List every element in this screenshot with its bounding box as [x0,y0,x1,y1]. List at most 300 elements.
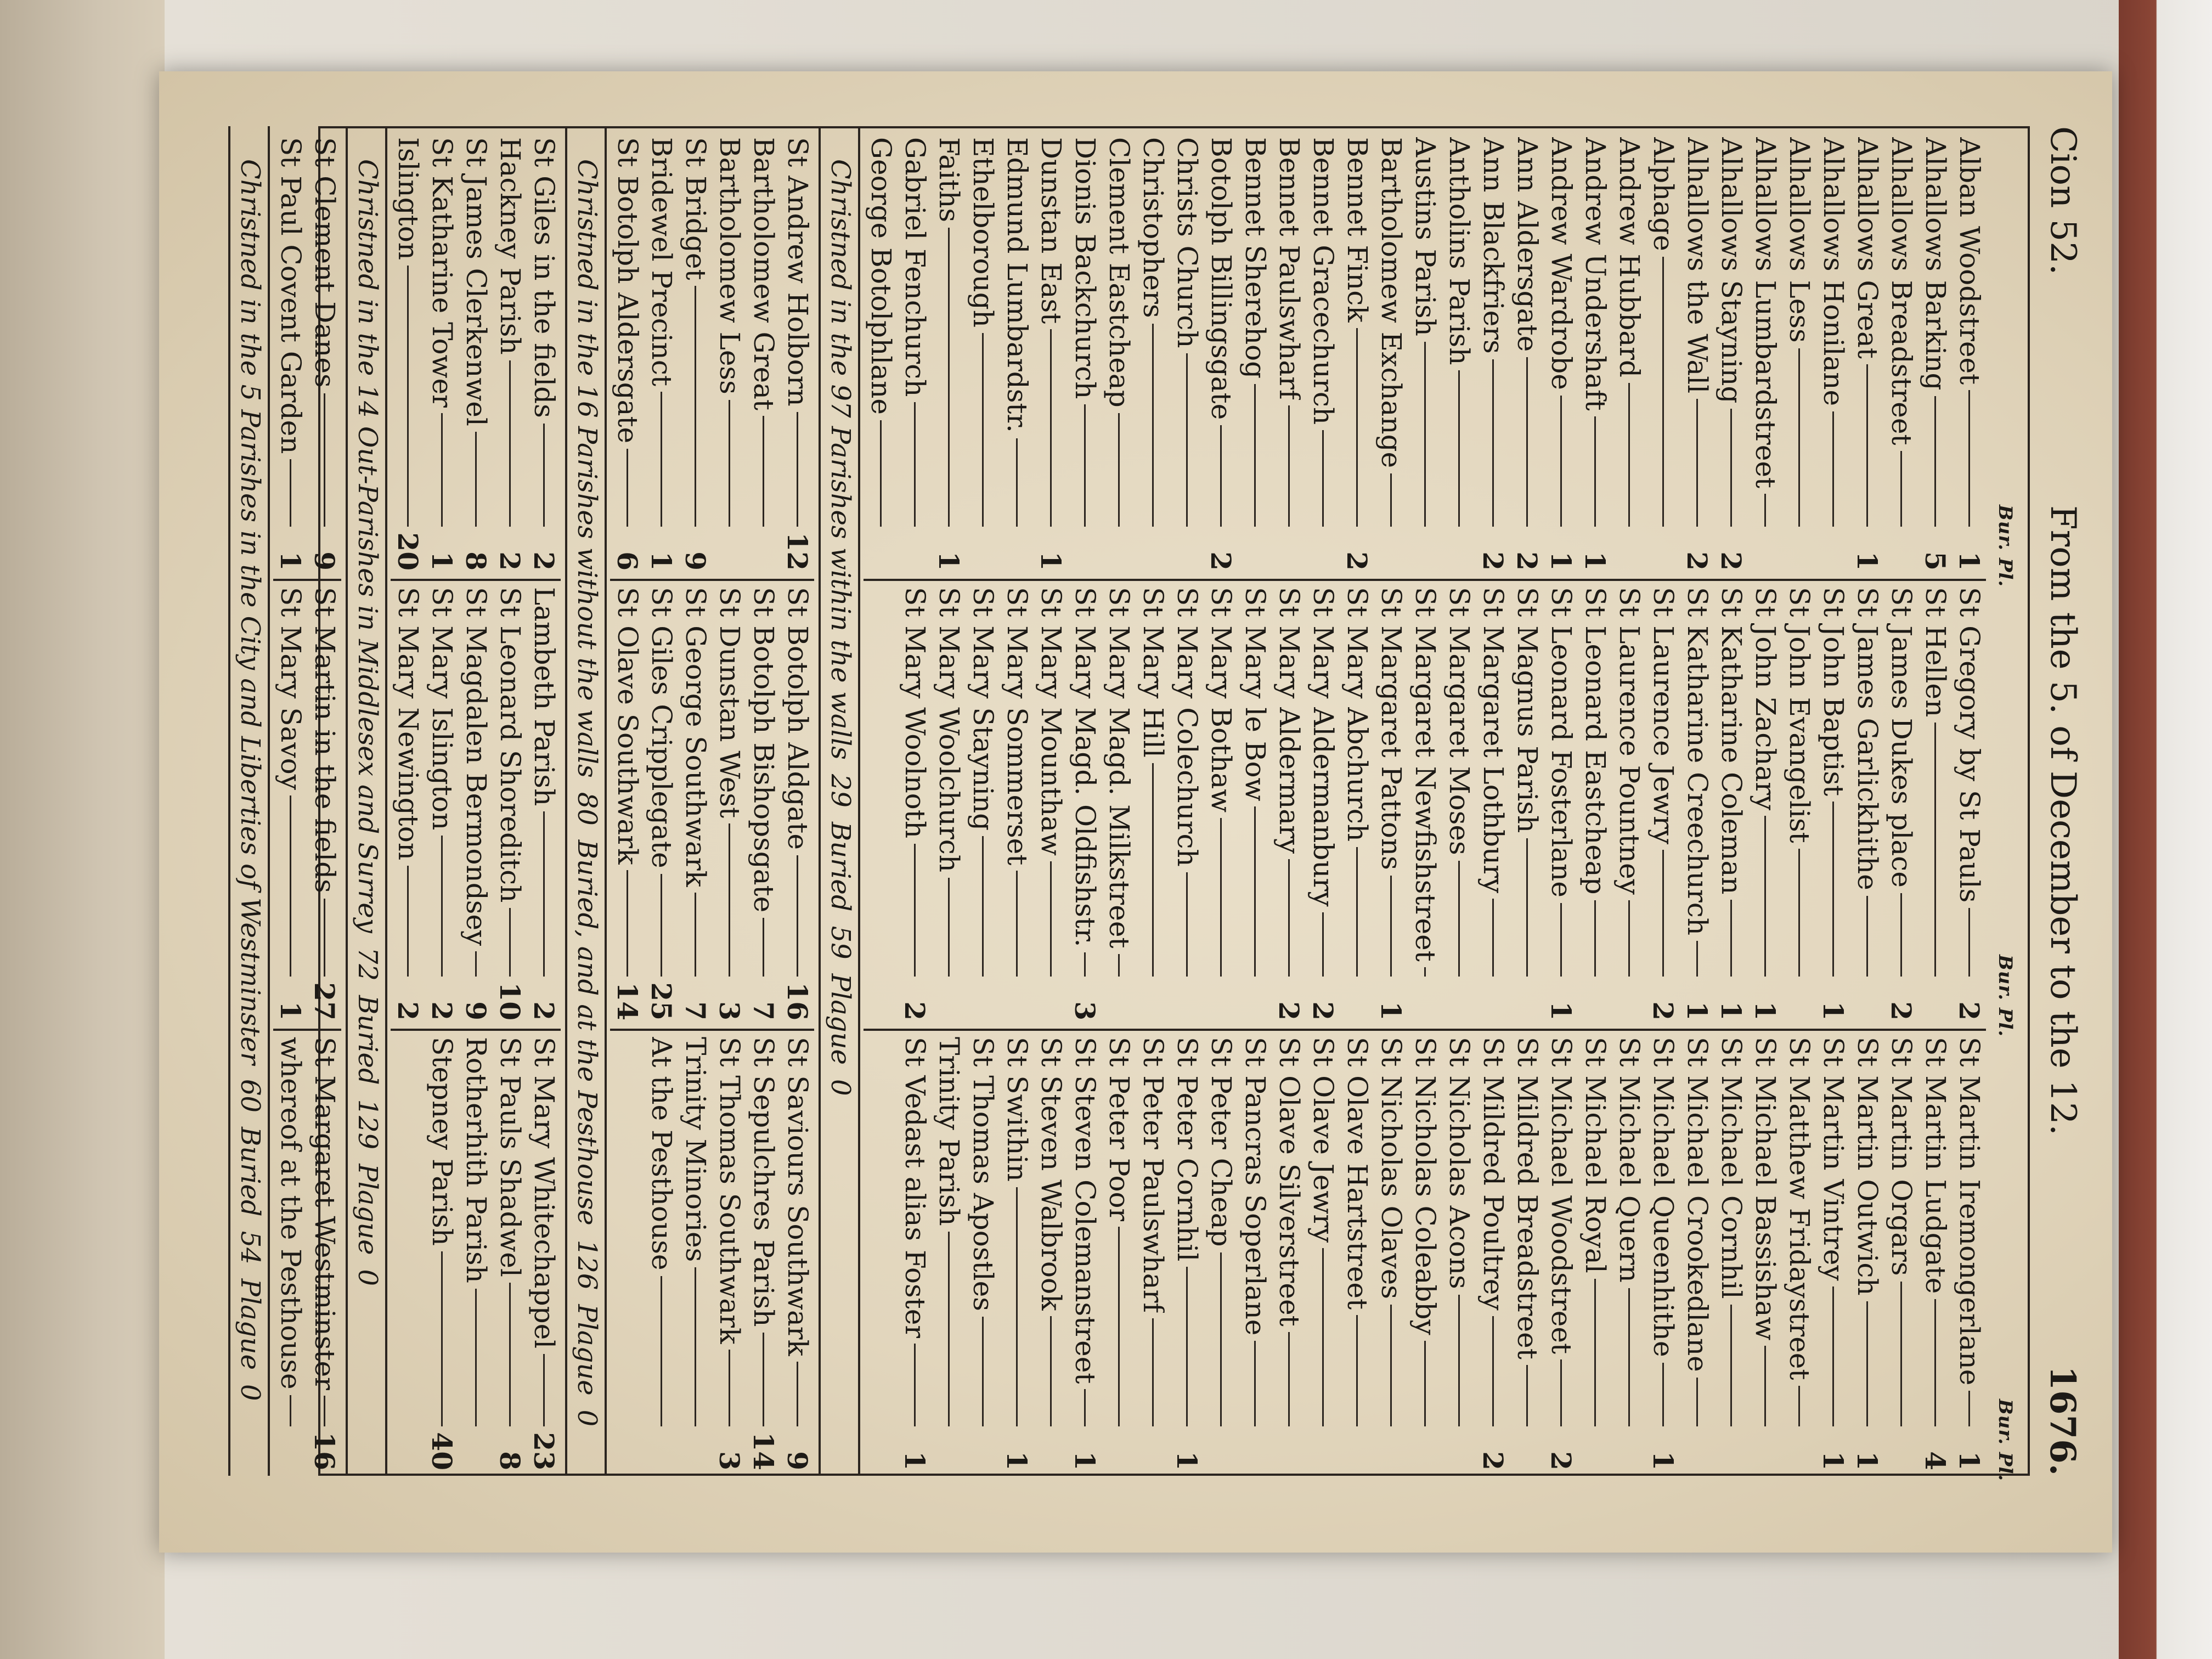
burial-count: 14 [611,982,644,1020]
parish-row [392,137,425,571]
leader-dash [1255,806,1256,977]
leader-dash [1935,1299,1937,1426]
parish-name: St Sepulchres Parish [748,1037,780,1327]
parish-name: St Giles Cripplegate [646,587,678,868]
parish-row [1851,587,1884,1020]
parish-row [1783,1037,1816,1470]
leader-dash [408,266,409,527]
burial-count: 1 [1749,1001,1782,1020]
column-rule [610,579,814,581]
parish-name: Bartholomew Exchange [1375,137,1407,469]
leader-dash [763,918,765,977]
leader-dash [949,228,950,527]
parish-row [1749,137,1782,571]
leader-dash [1969,908,1971,977]
leader-dash [1765,494,1767,527]
burial-count: 1 [1851,1451,1884,1470]
burial-count: 20 [392,532,425,571]
leader-dash [1731,900,1733,977]
leader-dash [290,459,292,527]
parish-name: St Martin Orgars [1886,1037,1917,1276]
parish-row [1885,137,1918,571]
burial-count: 9 [308,551,341,571]
burial-count: 3 [713,1001,746,1020]
parish-row [528,137,561,571]
parish-row [713,137,746,571]
burial-count: 1 [1035,551,1068,571]
parish-row [899,587,932,1020]
parish-name: St Dunstan West [714,587,746,819]
parish-name: St Michael Cornhil [1716,1037,1747,1299]
parish-name: St Margaret Pattons [1375,587,1407,870]
parish-name: St Saviours Southwark [782,1037,814,1356]
parish-row [494,587,527,1020]
parish-name: St Martin in the fields [309,587,341,893]
burial-count: 4 [1919,1451,1952,1470]
parish-name: St Margaret Moses [1443,587,1475,855]
parish-row [1749,1037,1782,1470]
parish-name: Alhallows Stayning [1716,137,1747,404]
parish-row [933,137,966,571]
summary-part: 126 [572,1239,602,1290]
parish-row [426,1037,459,1470]
leader-dash [1051,861,1052,977]
summary-part: 59 [825,926,856,960]
leader-dash [1119,413,1120,527]
parish-row [1545,587,1578,1020]
parish-row [1953,137,1986,571]
parish-row [1715,1037,1748,1470]
parish-name: St Mary Newington [392,587,424,861]
leader-dash [627,870,629,977]
parish-name: Bridewel Precinct [646,137,678,386]
parish-name: Austins Parish [1409,137,1441,336]
summary-part: Plague [235,1278,266,1370]
leader-dash [1017,1187,1018,1426]
parish-name: St Martin Iremongerlane [1954,1037,1985,1386]
burial-count: 9 [781,1451,814,1470]
parish-row [747,1037,780,1470]
leader-dash [661,1276,663,1427]
burial-count: 2 [899,1001,932,1020]
parish-row [1205,1037,1238,1470]
parish-name: St Mary Savoy [275,587,307,790]
leader-dash [510,1283,511,1426]
burial-count: 1 [1069,1451,1102,1470]
parish-row [1783,587,1816,1020]
leader-dash [290,1395,292,1426]
parish-row [1919,1037,1952,1470]
parish-name: Alhallows the Wall [1681,137,1713,394]
parish-row [1851,137,1884,571]
burial-count: 6 [611,551,644,571]
burial-count: 25 [645,982,678,1020]
leader-dash [763,416,765,527]
parish-name: St Olave Southwark [612,587,644,865]
parish-name: Antholins Parish [1443,137,1475,365]
parish-row [1647,1037,1680,1470]
leader-dash [442,836,443,977]
parish-row [1817,587,1850,1020]
summary-part: Buried [235,1126,266,1217]
leader-dash [1017,871,1018,977]
bill-of-mortality-page [159,71,2112,1553]
leader-dash [1629,900,1630,977]
parish-name: St Mildred Poultrey [1477,1037,1509,1311]
leader-dash [983,1317,984,1426]
summary-part: Buried [825,821,856,912]
parish-name: Bennet Finck [1341,137,1373,323]
leader-dash [949,1232,950,1426]
parish-name: St Swithin [1001,1037,1033,1182]
column-rule [610,1029,814,1031]
parish-row [645,1037,678,1470]
leader-dash [763,1333,765,1427]
leader-dash [1935,723,1937,977]
leader-dash [1459,370,1460,527]
burial-count: 1 [1953,1451,1986,1470]
parish-row [392,587,425,1020]
parish-name: St Martin Outwich [1852,1037,1883,1296]
parish-name: Dunstan East [1035,137,1067,324]
parish-name: St Olave Silverstreet [1273,1037,1305,1327]
parish-name: St Michael Quern [1613,1037,1645,1283]
leader-dash [1459,861,1460,977]
burial-count: 2 [1273,1001,1306,1020]
parish-name: St John Baptist [1818,587,1849,797]
parish-name: St Michael Crookedlane [1681,1037,1713,1372]
parish-name: St Magnus Parish [1511,587,1543,833]
parish-name: Andrew Hubbard [1613,137,1645,378]
parish-name: St Katharine Tower [426,137,458,408]
parish-row [781,137,814,571]
summary-part: 72 [352,947,383,981]
leader-dash [1493,359,1494,527]
burial-count: 2 [494,551,527,571]
parish-row [1137,137,1170,571]
parish-row [274,1037,307,1470]
parish-name: Andrew Undershaft [1579,137,1611,411]
parish-name: Bennet Sherehog [1239,137,1271,379]
burial-count: 23 [528,1432,561,1470]
parish-row [1375,587,1408,1020]
parish-name: St Mary Stayning [967,587,999,831]
burial-count: 1 [1715,1001,1748,1020]
leader-dash [1527,1365,1528,1426]
leader-dash [729,1350,731,1426]
parish-name: St Botolph Aldersgate [612,137,644,444]
section-rule [268,126,270,1476]
parish-name: Ann Blackfriers [1477,137,1509,354]
leader-dash [695,1267,697,1426]
parish-name: Bennet Paulswharf [1273,137,1305,400]
parish-name: St Peter Poor [1103,1037,1135,1222]
leader-dash [324,393,326,527]
leader-dash [1629,1288,1630,1426]
parish-row [1851,1037,1884,1470]
parish-row [494,1037,527,1470]
parish-name: St Leonard Eastcheap [1579,587,1611,895]
parish-name: St John Zachary [1750,587,1781,811]
parish-row [1409,137,1442,571]
parish-row [1443,137,1476,571]
burial-count: 1 [1545,1001,1578,1020]
parish-row [426,587,459,1020]
burial-count: 2 [1205,551,1238,571]
burial-count: 12 [781,532,814,571]
parish-row [1579,137,1612,571]
burial-count: 27 [308,982,341,1020]
parish-name: St Michael Queenhithe [1647,1037,1679,1357]
leader-dash [949,878,950,977]
parish-row [611,137,644,571]
parish-name: St James Clerkenwel [460,137,492,426]
parish-row [1035,137,1068,571]
parish-name: St Peter Cornhil [1171,1037,1203,1262]
leader-dash [1153,324,1154,527]
parish-name: St Mary Bothaw [1205,587,1237,813]
leader-dash [1425,342,1426,527]
parish-name: St Laurence Pountney [1613,587,1645,895]
burial-count: 5 [1919,551,1952,571]
column-rule [391,1029,561,1031]
leader-dash [1187,872,1188,977]
parish-row [1613,587,1646,1020]
parish-name: St Steven Colemanstreet [1069,1037,1101,1384]
col-head-bur-2: Bur. Pl. [1994,955,2016,1037]
burial-count: 2 [1477,1451,1510,1470]
leader-dash [510,908,511,977]
burial-count: 1 [1171,1451,1204,1470]
leader-dash [1085,1389,1086,1426]
section-rule [385,126,387,1476]
header-date-range: From the 5. of December to the 12. [2042,505,2083,1136]
leader-dash [1663,1363,1664,1426]
leader-dash [1493,1316,1494,1426]
parish-row [1001,137,1034,571]
leader-dash [1697,941,1699,977]
leader-dash [1255,1341,1256,1426]
parish-row [1511,587,1544,1020]
parish-row [460,137,493,571]
leader-dash [1187,1267,1188,1426]
leader-dash [1901,451,1903,527]
parish-row [1579,587,1612,1020]
parish-name: Alhallows Honilane [1818,137,1849,407]
parish-name: St Bridget [680,137,712,280]
parish-name: St Margaret Lothbury [1477,587,1509,894]
parish-row [713,1037,746,1470]
book-spine [0,0,165,1659]
parish-name: St Martin Vintrey [1818,1037,1849,1281]
summary-part: 29 [825,774,856,808]
parish-name: Lambeth Parish [528,587,560,806]
parish-row [1715,587,1748,1020]
leader-dash [1391,1305,1392,1426]
leader-dash [797,855,799,977]
parish-name: St Michael Woodstreet [1545,1037,1577,1355]
parish-name: St Magdalen Bermondsey [460,587,492,946]
parish-name: Ann Aldersgate [1511,137,1543,352]
parish-row [1273,137,1306,571]
burial-count: 7 [679,1001,712,1020]
leader-dash [983,836,984,977]
parish-row [1307,137,1340,571]
summary-part: 0 [825,1079,856,1096]
parish-row [1477,587,1510,1020]
burial-count: 8 [460,551,493,571]
parish-row [1137,1037,1170,1470]
leader-dash [915,844,916,977]
parish-row [1341,587,1374,1020]
leader-dash [1187,353,1188,527]
burial-count: 40 [426,1432,459,1470]
burial-count: 1 [274,551,307,571]
parish-name: St Mary Whitechappel [528,1037,560,1349]
burial-count: 2 [392,1001,425,1020]
leader-dash [881,420,882,527]
burial-count: 3 [713,1451,746,1470]
burial-count: 1 [1817,1001,1850,1020]
leader-dash [1153,763,1154,977]
parish-name: St Mary Woolchurch [933,587,965,872]
section-summary [352,159,383,1465]
burial-count: 2 [1715,551,1748,571]
leader-dash [1561,1359,1562,1426]
parish-name: St Nicholas Coleabby [1409,1037,1441,1335]
leader-dash [1323,430,1324,527]
leader-dash [1493,899,1494,977]
parish-row [679,587,712,1020]
summary-part: 54 [235,1231,266,1265]
parish-name: Edmund Lumbardstr. [1001,137,1033,433]
leader-dash [1697,1378,1699,1426]
burial-count: 2 [1341,551,1374,571]
burial-count: 2 [426,1001,459,1020]
parish-name: Stepney Parish [426,1037,458,1246]
parish-name: Andrew Wardrobe [1545,137,1577,390]
leader-dash [544,811,545,977]
parish-name: Christophers [1137,137,1169,318]
parish-name: Hackney Parish [494,137,526,355]
section-rule [565,126,567,1476]
leader-dash [1459,1295,1460,1426]
parish-row [1817,137,1850,571]
leader-dash [476,951,477,977]
summary-part: Christned in the 97 Parishes within the walls [825,159,856,760]
parish-row [1205,587,1238,1020]
parish-row [1885,1037,1918,1470]
parish-row [933,587,966,1020]
parish-row [494,137,527,571]
parish-row [1953,1037,1986,1470]
parish-name: St John Evangelist [1784,587,1815,843]
leader-dash [1323,912,1324,977]
parish-name: St Mary Islington [426,587,458,831]
parish-name: St Mary Woolnoth [899,587,931,839]
leader-dash [1527,357,1528,527]
leader-dash [1289,405,1290,527]
parish-name: St Thomas Apostles [967,1037,999,1311]
parish-name: Christs Church [1171,137,1203,348]
parish-name: Alhallows Lumbardstreet [1750,137,1781,489]
parish-name: Rotherhith Parish [460,1037,492,1283]
burial-count: 16 [781,982,814,1020]
parish-name: St Martin Ludgate [1920,1037,1951,1294]
leader-dash [1595,1279,1596,1426]
leader-dash [1867,1301,1869,1426]
summary-part: 0 [352,1269,383,1286]
burial-count: 1 [1953,551,1986,571]
parish-name: St Olave Jewry [1307,1037,1339,1243]
leader-dash [1833,802,1835,977]
parish-row [645,587,678,1020]
leader-dash [1289,859,1290,977]
parish-name: St Nicholas Acons [1443,1037,1475,1289]
parish-name: At the Pesthouse [646,1037,678,1271]
parish-name: Alhallows Less [1784,137,1815,343]
parish-row [1715,137,1748,571]
section-rule [858,126,860,1476]
burial-count: 9 [679,551,712,571]
parish-row [1171,1037,1204,1470]
parish-name: Bartholomew Great [748,137,780,410]
parish-name: St Peter Cheap [1205,1037,1237,1247]
parish-name: St Margaret Westminster [309,1037,341,1390]
parish-name: Botolph Billingsgate [1205,137,1237,420]
parish-name: Bartholomew Less [714,137,746,394]
parish-name: St Mary Colechurch [1171,587,1203,867]
parish-row [967,587,1000,1020]
leader-dash [1731,1305,1733,1426]
parish-row [781,1037,814,1470]
leader-dash [324,1396,326,1426]
leader-dash [1153,1318,1154,1426]
parish-row [1273,587,1306,1020]
leader-dash [1833,1286,1835,1426]
parish-name: whereof at the Pesthouse [275,1037,307,1390]
summary-part: Buried, and at the Pesthouse [572,839,602,1226]
leader-dash [1221,425,1222,527]
leader-dash [290,795,292,977]
parish-row [1749,587,1782,1020]
leader-dash [1527,838,1528,977]
leader-dash [1391,473,1392,527]
leader-dash [1799,1386,1801,1427]
parish-name: St Andrew Holborn [782,137,814,407]
leader-dash [1357,1315,1358,1426]
parish-name: St Steven Walbrook [1035,1037,1067,1311]
parish-row [967,137,1000,571]
parish-name: St Matthew Fridaystreet [1784,1037,1815,1380]
parish-name: St Mary Magd. Oldfishstr. [1069,587,1101,947]
parish-name: St James Garlickhithe [1852,587,1883,890]
parish-row [1409,1037,1442,1470]
burial-count: 1 [933,551,966,571]
leader-dash [408,866,409,977]
leader-dash [1425,967,1426,977]
parish-name: St Giles in the fields [528,137,560,418]
parish-name: George Botolphlane [865,137,897,415]
leader-dash [1969,390,1971,527]
parish-name: St Hellen [1920,587,1951,718]
parish-name: St Olave Hartstreet [1341,1037,1373,1310]
parish-row [1341,137,1374,571]
leader-dash [1051,1316,1052,1426]
section-summary [572,159,602,1465]
burial-count: 1 [1545,551,1578,571]
burial-count: 1 [1579,551,1612,571]
